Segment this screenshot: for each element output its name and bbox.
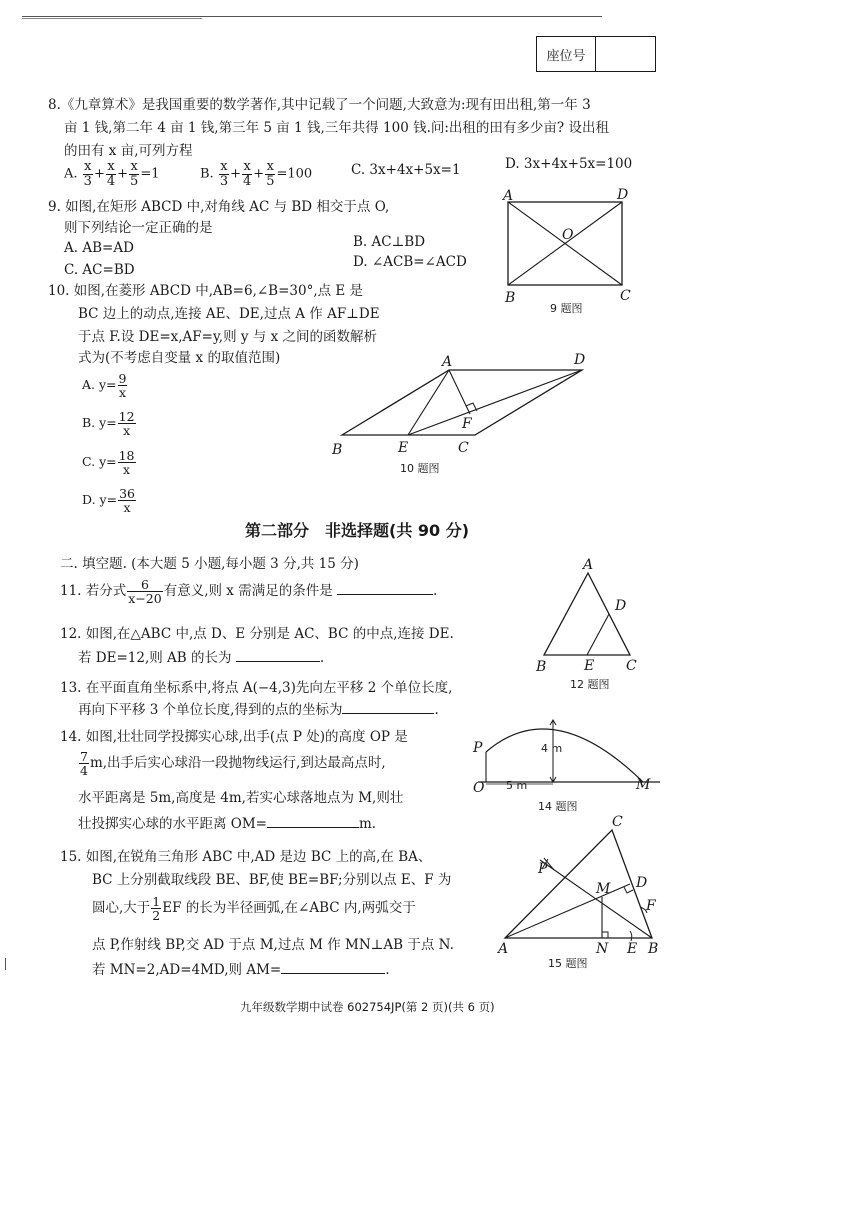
- q10-label-b: B: [332, 442, 343, 458]
- q15-line1: 15. 如图,在锐角三角形 ABC 中,AD 是边 BC 上的高,在 BA、: [60, 849, 432, 865]
- q11-answer-blank[interactable]: [337, 584, 433, 595]
- q13-line2: 再向下平移 3 个单位长度,得到的点的坐标为 .: [78, 702, 439, 718]
- q14-label-height: 4 m: [541, 742, 563, 755]
- q10-line4: 式为(不考虑自变量 x 的取值范围): [78, 350, 281, 366]
- q12-caption: 12 题图: [570, 678, 610, 691]
- q8-option-a: A. $\frac{x}{3}$ + $\frac{x}{4}$ + $\frac{x}{5}$ =1: [64, 159, 160, 189]
- q14-label-o: O: [473, 780, 485, 796]
- q15-line5: 若 MN=2,AD=4MD,则 AM= .: [92, 962, 390, 978]
- q15-label-p: P: [538, 861, 548, 877]
- seat-number-box: [536, 36, 656, 72]
- q8-option-b: B. $\frac{x}{3}$ + $\frac{x}{4}$ + $\frac{x}{5}$ =100: [200, 159, 313, 189]
- q14-label-p: P: [473, 740, 483, 756]
- q15-line3: 圆心,大于 $\frac{1}{2}$ EF 的长为半径画弧,在∠ABC 内,两弧交于: [92, 894, 416, 924]
- q9-line1: 9. 如图,在矩形 ABCD 中,对角线 AC 与 BD 相交于点 O,: [48, 199, 390, 215]
- q12-answer-blank[interactable]: [236, 651, 320, 662]
- parabola-path: [486, 729, 643, 782]
- q12-label-c: C: [626, 658, 637, 674]
- q15-label-d: D: [636, 875, 648, 891]
- q15-answer-blank[interactable]: [281, 963, 385, 974]
- top-rule-2: [22, 18, 202, 19]
- q15-label-b: B: [648, 941, 659, 957]
- q8-line3: 的田有 x 亩,可列方程: [64, 143, 193, 159]
- q8-option-c: C. 3x+4x+5x=1: [351, 162, 461, 178]
- q10-label-f: F: [462, 416, 472, 432]
- q10-label-d: D: [574, 352, 586, 368]
- q8-line2: 亩 1 钱,第二年 4 亩 1 钱,第三年 5 亩 1 钱,三年共得 100 钱.问:出租的田有多少亩? 设出租: [64, 120, 609, 136]
- q15-label-e: E: [627, 941, 638, 957]
- page-footer: 九年级数学期中试卷 602754JP(第 2 页)(共 6 页): [240, 1000, 495, 1014]
- q9-label-c: C: [620, 288, 631, 304]
- q15-label-n: N: [596, 941, 609, 957]
- q12-label-a: A: [583, 557, 594, 573]
- q15-label-a: A: [498, 941, 509, 957]
- q8-option-d: D. 3x+4x+5x=100: [505, 156, 633, 172]
- q14-label-m: M: [636, 777, 651, 793]
- q9-option-c: C. AC=BD: [64, 262, 135, 278]
- q9-label-b: B: [505, 290, 516, 306]
- segment-af: [449, 370, 470, 414]
- seat-number-label: 座位号: [537, 37, 596, 71]
- q10-label-c: C: [458, 440, 469, 456]
- q14-caption: 14 题图: [538, 800, 578, 813]
- q12-label-d: D: [615, 598, 627, 614]
- q14-line2: $\frac{7}{4}$ m,出手后实心球沿一段抛物线运行,到达最高点时,: [80, 749, 386, 779]
- q10-line2: BC 边上的动点,连接 AE、DE,过点 A 作 AF⊥DE: [78, 306, 380, 322]
- q13-line1: 13. 在平面直角坐标系中,将点 A(−4,3)先向左平移 2 个单位长度,: [60, 680, 453, 696]
- q12-triangle-figure: [530, 555, 650, 695]
- q10-option-a: A. y= $\frac{9}{x}$: [82, 371, 127, 401]
- part2-title: 第二部分 非选择题(共 90 分): [245, 521, 470, 540]
- q10-label-a: A: [442, 354, 453, 370]
- q10-label-e: E: [398, 440, 409, 456]
- q10-line1: 10. 如图,在菱形 ABCD 中,AB=6,∠B=30°,点 E 是: [48, 283, 364, 299]
- q11-text: 11. 若分式 $\frac{6}{x-20}$ 有意义,则 x 需满足的条件是 .: [60, 577, 438, 607]
- q15-label-m: M: [596, 881, 611, 897]
- q12-line1: 12. 如图,在△ABC 中,点 D、E 分别是 AC、BC 的中点,连接 DE.: [60, 626, 454, 642]
- margin-mark: [5, 958, 6, 970]
- q9-label-d: D: [617, 187, 629, 203]
- q14-line1: 14. 如图,壮壮同学投掷实心球,出手(点 P 处)的高度 OP 是: [60, 729, 408, 745]
- altitude-ad: [505, 884, 630, 938]
- q10-line3: 于点 F.设 DE=x,AF=y,则 y 与 x 之间的函数解析: [78, 329, 377, 345]
- q10-option-b: B. y= $\frac{12}{x}$: [82, 409, 135, 439]
- q15-label-f: F: [646, 898, 656, 914]
- segment-de: [587, 614, 609, 655]
- q10-rhombus-figure: [325, 350, 595, 480]
- q9-caption: 9 题图: [550, 302, 583, 315]
- q14-parabola-figure: [468, 712, 668, 822]
- q14-line4: 壮投掷实心球的水平距离 OM= m.: [78, 816, 377, 832]
- triangle-abc: [544, 573, 630, 655]
- q9-rectangle-figure: [495, 182, 645, 322]
- q12-line2: 若 DE=12,则 AB 的长为 .: [78, 650, 325, 666]
- right-angle-mark-n: [602, 932, 608, 938]
- q14-answer-blank[interactable]: [267, 817, 359, 828]
- q15-triangle-figure: [490, 815, 670, 975]
- q15-line4: 点 P,作射线 BP,交 AD 于点 M,过点 M 作 MN⊥AB 于点 N.: [92, 937, 454, 953]
- q10-caption: 10 题图: [400, 462, 440, 475]
- q9-label-o: O: [562, 227, 574, 243]
- q15-label-c: C: [612, 814, 623, 830]
- q9-label-a: A: [503, 188, 514, 204]
- q10-option-d: D. y= $\frac{36}{x}$: [82, 486, 135, 516]
- segment-ae: [408, 370, 449, 435]
- q9-option-a: A. AB=AD: [64, 240, 134, 256]
- q14-label-width: 5 m: [506, 779, 528, 792]
- top-rule: [22, 16, 602, 17]
- arc-mark-e: [630, 931, 632, 941]
- q14-line3: 水平距离是 5m,高度是 4m,若实心球落地点为 M,则壮: [78, 790, 404, 806]
- q15-line2: BC 上分别截取线段 BE、BF,使 BE=BF;分别以点 E、F 为: [92, 872, 452, 888]
- seat-number-field[interactable]: [596, 37, 655, 71]
- q8-line1: 8.《九章算术》是我国重要的数学著作,其中记载了一个问题,大致意为:现有田出租,第一年 3: [48, 97, 591, 113]
- q13-answer-blank[interactable]: [342, 703, 434, 714]
- section2-title: 二. 填空题. (本大题 5 小题,每小题 3 分,共 15 分): [60, 556, 359, 572]
- q9-option-d: D. ∠ACB=∠ACD: [353, 254, 467, 270]
- ray-bp: [540, 860, 652, 938]
- q12-label-b: B: [536, 659, 547, 675]
- right-angle-mark-d: [624, 887, 633, 893]
- q10-option-c: C. y= $\frac{18}{x}$: [82, 448, 135, 478]
- q9-line2: 则下列结论一定正确的是: [64, 220, 213, 236]
- q12-label-e: E: [584, 658, 595, 674]
- q9-option-b: B. AC⊥BD: [353, 234, 426, 250]
- q15-caption: 15 题图: [548, 957, 588, 970]
